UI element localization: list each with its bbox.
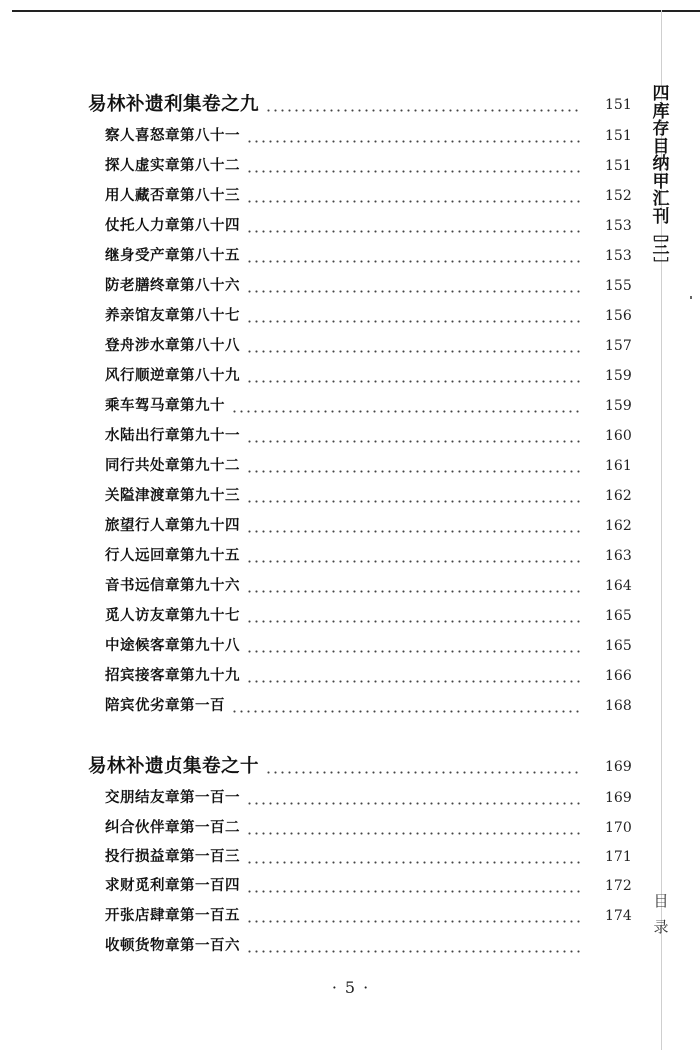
toc-entry bbox=[0, 931, 640, 961]
toc-entry bbox=[0, 451, 640, 481]
footer-dot-right: · bbox=[363, 978, 369, 997]
toc-entry bbox=[0, 361, 640, 391]
entry-title: 求财觅利章第一百四 bbox=[105, 878, 240, 894]
toc-entry bbox=[0, 813, 640, 843]
page-number: 151 bbox=[605, 128, 632, 144]
dot-leader bbox=[246, 650, 580, 653]
bracket-close: ﹈ bbox=[653, 255, 669, 274]
toc-entry bbox=[0, 541, 640, 571]
entry-title: 纠合伙伴章第一百二 bbox=[105, 820, 240, 836]
page-number: 166 bbox=[605, 668, 632, 684]
page-number: 151 bbox=[605, 97, 632, 113]
page-footer bbox=[0, 978, 700, 997]
entry-title: 音书远信章第九十六 bbox=[105, 578, 240, 594]
scan-speck bbox=[690, 296, 692, 299]
page-number: 174 bbox=[605, 908, 632, 924]
running-title-char: 汇 bbox=[652, 189, 670, 209]
dot-leader bbox=[231, 710, 580, 713]
toc-entry bbox=[0, 601, 640, 631]
dot-leader bbox=[246, 832, 580, 835]
page-number: 165 bbox=[605, 638, 632, 654]
entry-title: 行人远回章第九十五 bbox=[105, 548, 240, 564]
entry-title: 探人虚实章第八十二 bbox=[105, 158, 240, 174]
dot-leader bbox=[231, 410, 580, 413]
toc-entry bbox=[0, 331, 640, 361]
entry-title: 用人藏否章第八十三 bbox=[105, 188, 240, 204]
dot-leader bbox=[246, 230, 580, 233]
entry-title: 开张店肆章第一百五 bbox=[105, 908, 240, 924]
toc-entry bbox=[0, 661, 640, 691]
toc-heading bbox=[0, 90, 640, 120]
section-label-char: 录 bbox=[653, 918, 669, 936]
entry-title: 旅望行人章第九十四 bbox=[105, 518, 240, 534]
page-number: 162 bbox=[605, 518, 632, 534]
running-title-char: 甲 bbox=[652, 171, 670, 192]
section-label-char: 目 bbox=[653, 892, 669, 910]
dot-leader bbox=[246, 890, 580, 893]
page-number: 151 bbox=[605, 158, 632, 174]
page-number: 159 bbox=[605, 368, 632, 384]
page-number: 164 bbox=[605, 578, 632, 594]
page-number: 159 bbox=[605, 398, 632, 414]
entry-title: 防老膳终章第八十六 bbox=[105, 278, 240, 294]
running-title-char: 纳 bbox=[652, 154, 670, 174]
page-number: 172 bbox=[605, 878, 632, 894]
dot-leader bbox=[246, 680, 580, 683]
toc-entry bbox=[0, 421, 640, 451]
toc-entry bbox=[0, 901, 640, 931]
toc-entry bbox=[0, 211, 640, 241]
entry-title: 风行顺逆章第八十九 bbox=[105, 368, 240, 384]
page-number: 155 bbox=[605, 278, 632, 294]
dot-leader bbox=[246, 470, 580, 473]
dot-leader bbox=[246, 140, 580, 143]
running-title-char: 存 bbox=[652, 119, 670, 139]
page-number: 171 bbox=[605, 849, 632, 865]
toc-entry bbox=[0, 271, 640, 301]
running-title-char: 刊 bbox=[652, 206, 670, 227]
dot-leader bbox=[246, 200, 580, 203]
entry-title: 登舟涉水章第八十八 bbox=[105, 338, 240, 354]
entry-title: 招宾接客章第九十九 bbox=[105, 668, 240, 684]
toc-entry bbox=[0, 691, 640, 721]
toc-heading bbox=[0, 752, 640, 782]
toc-entry bbox=[0, 301, 640, 331]
dot-leader bbox=[246, 920, 580, 923]
page-number: 156 bbox=[605, 308, 632, 324]
dot-leader bbox=[246, 802, 580, 805]
dot-leader bbox=[246, 260, 580, 263]
entry-title: 乘车驾马章第九十 bbox=[105, 398, 225, 414]
dot-leader bbox=[246, 530, 580, 533]
dot-leader bbox=[246, 861, 580, 864]
toc-entry bbox=[0, 783, 640, 813]
heading-title: 易林补遗贞集卷之十 bbox=[88, 756, 260, 777]
entry-title: 继身受产章第八十五 bbox=[105, 248, 240, 264]
page-number: 170 bbox=[605, 820, 632, 836]
heading-title: 易林补遗利集卷之九 bbox=[88, 94, 260, 115]
entry-title: 养亲馆友章第八十七 bbox=[105, 308, 240, 324]
volume-number: 三 bbox=[652, 238, 670, 258]
page-number: 157 bbox=[605, 338, 632, 354]
toc-entry bbox=[0, 391, 640, 421]
entry-title: 仗托人力章第八十四 bbox=[105, 218, 240, 234]
section-label bbox=[648, 888, 674, 940]
toc-entry bbox=[0, 181, 640, 211]
toc-entry bbox=[0, 121, 640, 151]
page-number: 168 bbox=[605, 698, 632, 714]
entry-title: 水陆出行章第九十一 bbox=[105, 428, 240, 444]
page-number: 163 bbox=[605, 548, 632, 564]
running-title-char: 库 bbox=[652, 101, 670, 122]
toc-entry bbox=[0, 871, 640, 901]
page-number: 153 bbox=[605, 218, 632, 234]
dot-leader bbox=[246, 620, 580, 623]
dot-leader bbox=[246, 290, 580, 293]
page-number: 152 bbox=[605, 188, 632, 204]
dot-leader bbox=[246, 500, 580, 503]
toc-entry bbox=[0, 151, 640, 181]
dot-leader bbox=[246, 380, 580, 383]
page-number: 165 bbox=[605, 608, 632, 624]
toc-entry bbox=[0, 511, 640, 541]
toc-entry bbox=[0, 631, 640, 661]
dot-leader bbox=[246, 170, 580, 173]
page-number: 162 bbox=[605, 488, 632, 504]
dot-leader bbox=[246, 560, 580, 563]
entry-title: 关隘津渡章第九十三 bbox=[105, 488, 240, 504]
page-number: 160 bbox=[605, 428, 632, 444]
toc-entry bbox=[0, 842, 640, 872]
entry-title: 陪宾优劣章第一百 bbox=[105, 698, 225, 714]
page-number: 153 bbox=[605, 248, 632, 264]
page-number: 161 bbox=[605, 458, 632, 474]
entry-title: 中途候客章第九十八 bbox=[105, 638, 240, 654]
entry-title: 收顿货物章第一百六 bbox=[105, 938, 240, 954]
dot-leader bbox=[246, 320, 580, 323]
bracket-open: ﹇ bbox=[653, 224, 669, 242]
footer-page-number: 5 bbox=[344, 978, 356, 997]
entry-title: 交朋结友章第一百一 bbox=[105, 790, 240, 806]
page-number: 169 bbox=[605, 759, 632, 775]
dot-leader bbox=[265, 771, 580, 774]
toc-entry bbox=[0, 571, 640, 601]
entry-title: 同行共处章第九十二 bbox=[105, 458, 240, 474]
entry-title: 觅人访友章第九十七 bbox=[105, 608, 240, 624]
running-title-char: 四 bbox=[652, 84, 670, 104]
entry-title: 投行损益章第一百三 bbox=[105, 849, 240, 865]
entry-title: 察人喜怒章第八十一 bbox=[105, 128, 240, 144]
page-number: 169 bbox=[605, 790, 632, 806]
dot-leader bbox=[246, 440, 580, 443]
running-title-char: 目 bbox=[652, 136, 670, 157]
running-title bbox=[648, 86, 674, 272]
dot-leader bbox=[246, 950, 580, 953]
dot-leader bbox=[246, 590, 580, 593]
footer-dot-left: · bbox=[331, 978, 337, 997]
dot-leader bbox=[246, 350, 580, 353]
toc-entry bbox=[0, 241, 640, 271]
dot-leader bbox=[265, 109, 580, 112]
toc-entry bbox=[0, 481, 640, 511]
